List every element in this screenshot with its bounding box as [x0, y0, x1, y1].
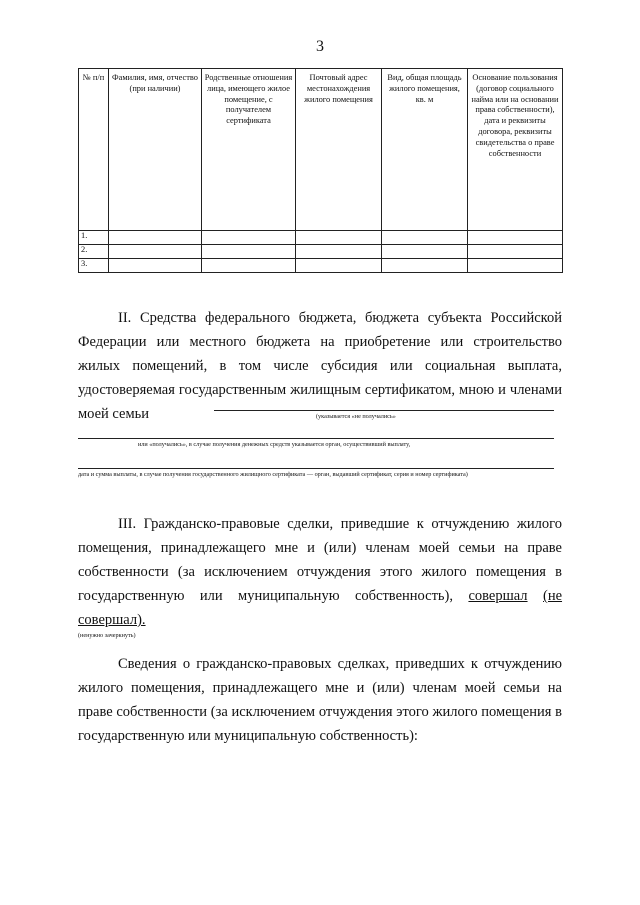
- table-row: [79, 245, 563, 259]
- section-2-text: II. Средства федерального бюджета, бюджета субъекта Российской Федерации или местного бюджета на приобретение или строительство жилых помещений, в том числе субсидия или социальная выплата, удостоверяемая государственным жилищным сертификатом, мною и членами моей семьи: [78, 310, 562, 422]
- housing-table: [78, 68, 563, 273]
- row-number: 3.: [79, 259, 109, 273]
- header-area: Вид, общая площадь жилого помещения, кв. м: [382, 69, 468, 231]
- table-header-row: [79, 69, 563, 231]
- option-not-close: совершал).: [78, 612, 146, 628]
- hint-line-3: дата и сумма выплаты, в случае получения государственного жилищного сертификата — орган, выдавший сертификат, серия и номер сертификата): [78, 471, 468, 478]
- option-committed: совершал: [468, 588, 528, 604]
- header-number: № п/п: [79, 69, 109, 231]
- table-row: [79, 259, 563, 273]
- row-number: 2.: [79, 245, 109, 259]
- section-4-paragraph: [78, 652, 562, 748]
- header-relationship: Родственные отношения лица, имеющего жилое помещение, с получателем сертификата: [202, 69, 296, 231]
- table-row: [79, 231, 563, 245]
- section-4-text: Сведения о гражданско-правовых сделках, приведших к отчуждению жилого помещения, принадлежащего мне и (или) членам моей семьи на праве собственности (за исключением отчуждения этого жилого помещения в государственную или муниципальную собственность):: [78, 656, 562, 744]
- hint-line-1: (указывается «не получались»: [316, 413, 396, 420]
- row-number: 1.: [79, 231, 109, 245]
- fill-line-1: [214, 410, 554, 411]
- section-3-paragraph: [78, 512, 562, 632]
- strike-hint: (ненужно зачеркнуть): [78, 632, 136, 639]
- page-number: 3: [316, 38, 324, 55]
- section-2-paragraph: [78, 306, 562, 426]
- header-address: Почтовый адрес местонахождения жилого помещения: [296, 69, 382, 231]
- fill-line-3: [78, 468, 554, 469]
- section-3-text: III. Гражданско-правовые сделки, приведшие к отчуждению жилого помещения, принадлежащего мне и (или) членам моей семьи на праве собственности (за исключением отчуждения этого жилого помещения в государственную или муниципальную собственность),: [78, 516, 562, 604]
- header-basis: Основание пользования (договор социального найма или на основании права собственности), дата и реквизиты договора, реквизиты свидетельства о праве собственности: [468, 69, 563, 231]
- option-not-open: (не: [543, 588, 563, 604]
- hint-line-2: или «получались», в случае получения денежных средств указывается орган, осуществивший выплату,: [138, 441, 411, 448]
- fill-line-2: [78, 438, 554, 439]
- header-full-name: Фамилия, имя, отчество (при наличии): [109, 69, 202, 231]
